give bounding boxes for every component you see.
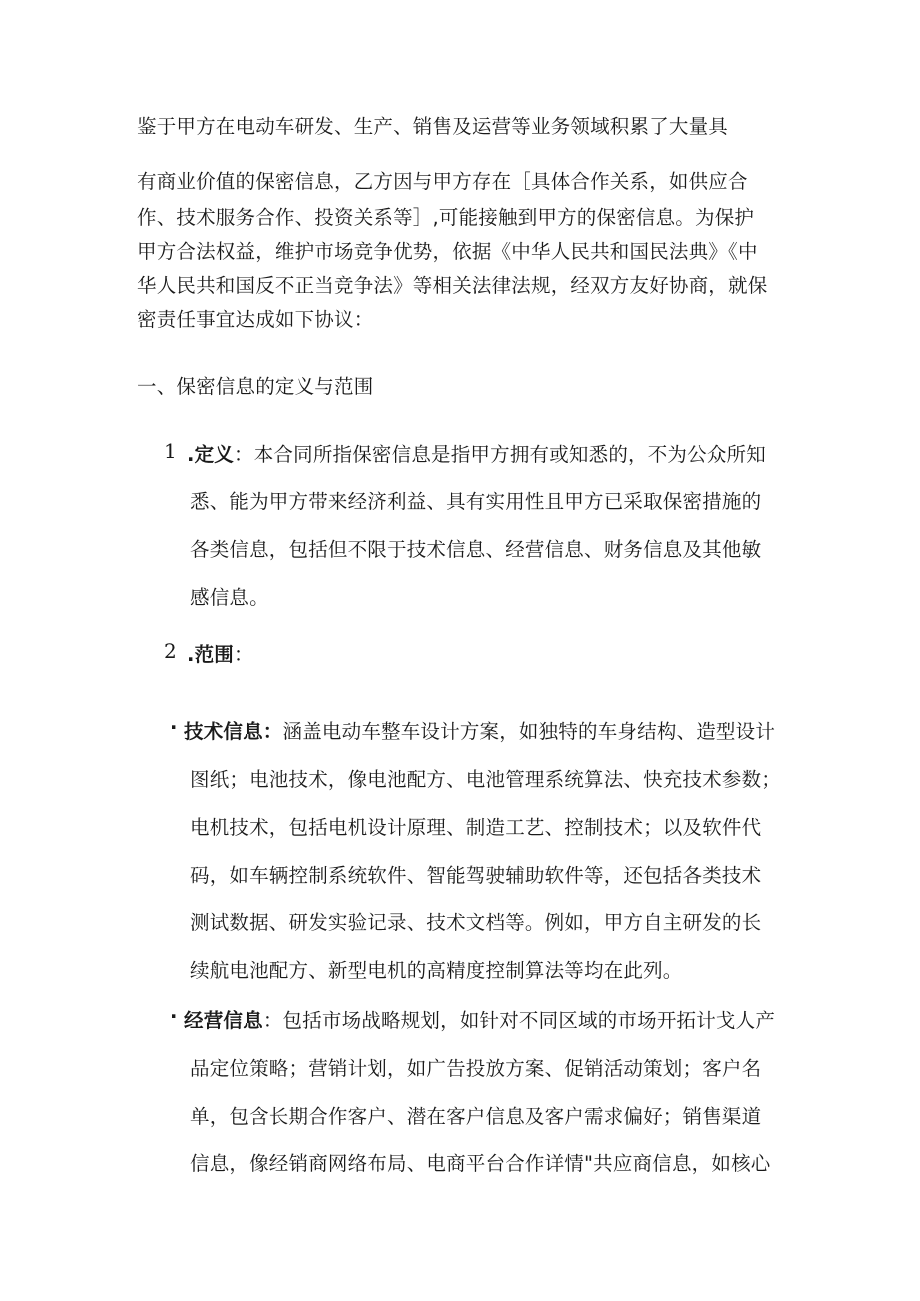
item-2-label: .范围 — [187, 643, 235, 666]
intro-line-4: 甲方合法权益，维护市场竞争优势，依据《中华人民共和国民法典》《中 — [137, 240, 758, 263]
item-1-line-2: 悉、能为甲方带来经济利益、具有实用性且甲方已采取保密措施的 — [190, 490, 762, 513]
intro-line-5: 华人民共和国反不正当竞争法》等相关法律法规，经双方友好协商，就保 — [137, 274, 768, 297]
item-2-colon: ： — [234, 643, 254, 666]
section-heading: 一、保密信息的定义与范围 — [137, 375, 374, 398]
bullet-1-line-5: 测试数据、研发实验记录、技术文档等。例如，甲方自主研发的长 — [190, 911, 762, 934]
bullet-1-label: 技术信息： — [184, 720, 283, 743]
bullet-2-line-4: 信息，像经销商网络布局、电商平台合作详情"共应商信息，如核心 — [190, 1152, 771, 1175]
item-1-first-line — [187, 439, 766, 467]
bullet-1-line-3: 电机技术，包括电机设计原理、制造工艺、控制技术；以及软件代 — [190, 816, 762, 839]
item-2-number: 2 — [164, 639, 177, 663]
intro-line-3: 作、技术服务合作、投资关系等］,可能接触到甲方的保密信息。为保护 — [137, 206, 755, 229]
item-1-label: .定义 — [187, 443, 235, 466]
intro-line-1: 鉴于甲方在电动车研发、生产、销售及运营等业务领域积累了大量具 — [137, 115, 729, 138]
bullet-1-line-4: 码，如车辆控制系统软件、智能驾驶辅助软件等，还包括各类技术 — [190, 864, 762, 887]
bullet-1-line-6: 续航电池配方、新型电机的高精度控制算法等均在此列。 — [190, 959, 683, 982]
intro-line-6: 密责任事宜达成如下协议： — [137, 308, 374, 331]
bullet-2-label: 经营信息 — [184, 1009, 263, 1032]
bullet-1-first-line — [184, 716, 775, 744]
bullet-1-first-text: 涵盖电动车整车设计方案，如独特的车身结构、造型设计 — [282, 720, 776, 743]
bullet-2-first-text: ：包括市场战略规划，如针对不同区域的市场开拓计戈人产 — [262, 1009, 776, 1032]
item-2-line — [187, 639, 254, 667]
bullet-2-line-3: 单，包含长期合作客户、潜在客户信息及客户需求偏好；销售渠道 — [190, 1105, 762, 1128]
item-1-line-4: 感信息。 — [190, 586, 269, 609]
bullet-2-first-line — [184, 1005, 775, 1033]
item-1-line-3: 各类信息，包括但不限于技术信息、经营信息、财务信息及其他敏 — [190, 538, 762, 561]
intro-line-2: 有商业价值的保密信息，乙方因与甲方存在［具体合作关系，如供应合 — [137, 170, 748, 193]
bullet-1-line-2: 图纸；电池技术，像电池配方、电池管理系统算法、快充技术参数； — [190, 768, 782, 791]
bullet-2-marker: · — [170, 1005, 178, 1028]
bullet-1-marker: · — [170, 716, 178, 739]
item-1-number: 1 — [164, 439, 177, 463]
item-1-first-text: ：本合同所指保密信息是指甲方拥有或知悉的，不为公众所知 — [234, 443, 766, 466]
bullet-2-line-2: 品定位策略；营销计划，如广告投放方案、促销活动策划；客户名 — [190, 1057, 762, 1080]
